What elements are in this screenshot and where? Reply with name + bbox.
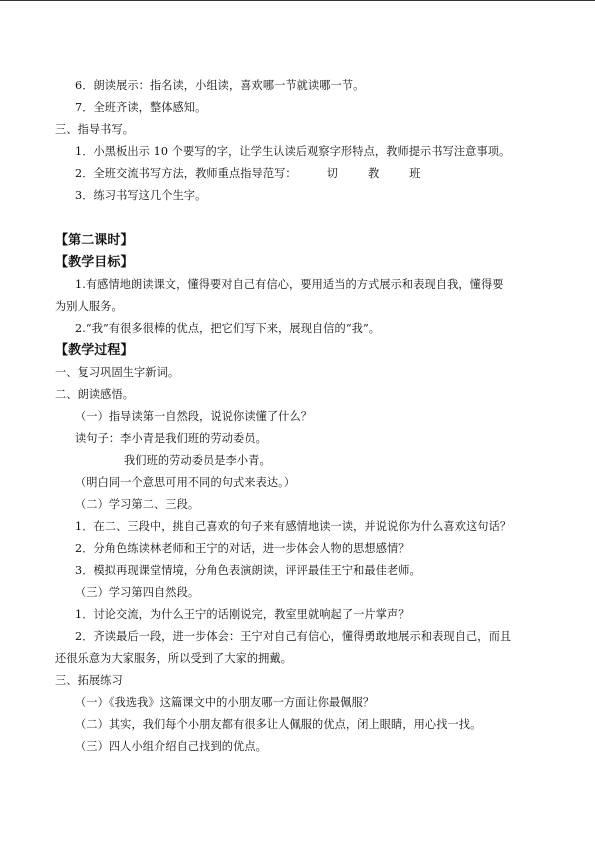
subsection-3-item-2-line-2: 还很乐意为大家服务，所以受到了大家的拥戴。 (55, 652, 293, 665)
goal-1-line-2: 为别人服务。 (55, 300, 123, 313)
read-sentence-1: 读句子：李小青是我们班的劳动委员。 (75, 432, 267, 445)
text-line-5-main: 2．全班交流书写方法，教师重点指导范写： (75, 167, 297, 180)
subsection-2-item-2: 2．分角色练读林老师和王宁的对话，进一步体会人物的思想感情？ (75, 542, 410, 555)
section-heading-extension: 三、拓展练习 (55, 674, 123, 687)
extension-item-1: （一）《我选我》这篇课文中的小朋友哪一方面让你最佩服？ (75, 696, 375, 709)
section-heading-guide-writing: 三、指导书写。 (55, 123, 135, 136)
practice-char-1: 切 (326, 167, 338, 180)
heading-second-lesson: 【第二课时】 (55, 233, 134, 248)
heading-teaching-process: 【教学过程】 (55, 343, 134, 358)
process-step-1: 一、复习巩固生字新词。 (55, 366, 180, 379)
subsection-2: （二）学习第二、三段。 (75, 498, 200, 511)
text-line-6: 3．练习书写这几个生字。 (75, 189, 207, 202)
text-line-5 (75, 167, 421, 181)
extension-item-3: （三）四人小组介绍自己找到的优点。 (75, 740, 267, 753)
practice-char-3: 班 (409, 167, 421, 180)
text-line-2: 7．全班齐读，整体感知。 (75, 101, 207, 114)
text-line-4: 1．小黑板出示 10 个要写的字，让学生认读后观察字形特点，教师提示书写注意事项。 (75, 145, 511, 158)
note-line: （明白同一个意思可用不同的句式来表达。） (75, 476, 296, 489)
subsection-2-item-3: 3．模拟再现课堂情境，分角色表演朗读，评评最佳王宁和最佳老师。 (75, 564, 421, 577)
subsection-1: （一）指导读第一自然段，说说你读懂了什么？ (75, 410, 313, 423)
process-step-2: 二、朗读感悟。 (55, 388, 135, 401)
extension-item-2: （二）其实，我们每个小朋友都有很多让人佩服的优点，闭上眼睛，用心找一找。 (75, 718, 482, 731)
subsection-3-item-2-line-1: 2．齐读最后一段，进一步体会：王宁对自己有信心，懂得勇敢地展示和表现自己，而且 (75, 630, 512, 643)
heading-teaching-goals: 【教学目标】 (55, 255, 134, 270)
goal-1-line-1: 1.有感情地朗读课文，懂得要对自己有信心，要用适当的方式展示和表现自我，懂得要 (75, 278, 504, 291)
read-sentence-2: 我们班的劳动委员是李小青。 (124, 454, 271, 467)
practice-char-2: 教 (367, 167, 380, 180)
subsection-3-item-1: 1．讨论交流，为什么王宁的话刚说完，教室里就响起了一片掌声？ (75, 608, 410, 621)
text-line-1: 6．朗读展示：指名读，小组读，喜欢哪一节就读哪一节。 (75, 79, 365, 92)
subsection-2-item-1: 1．在二、三段中，挑自己喜欢的句子来有感情地读一读，并说说你为什么喜欢这句话？ (75, 520, 512, 533)
goal-2: 2.“我”有很多很棒的优点，把它们写下来，展现自信的“我”。 (75, 322, 381, 335)
page-top-rule (0, 0, 595, 1)
subsection-3: （三）学习第四自然段。 (75, 586, 200, 599)
